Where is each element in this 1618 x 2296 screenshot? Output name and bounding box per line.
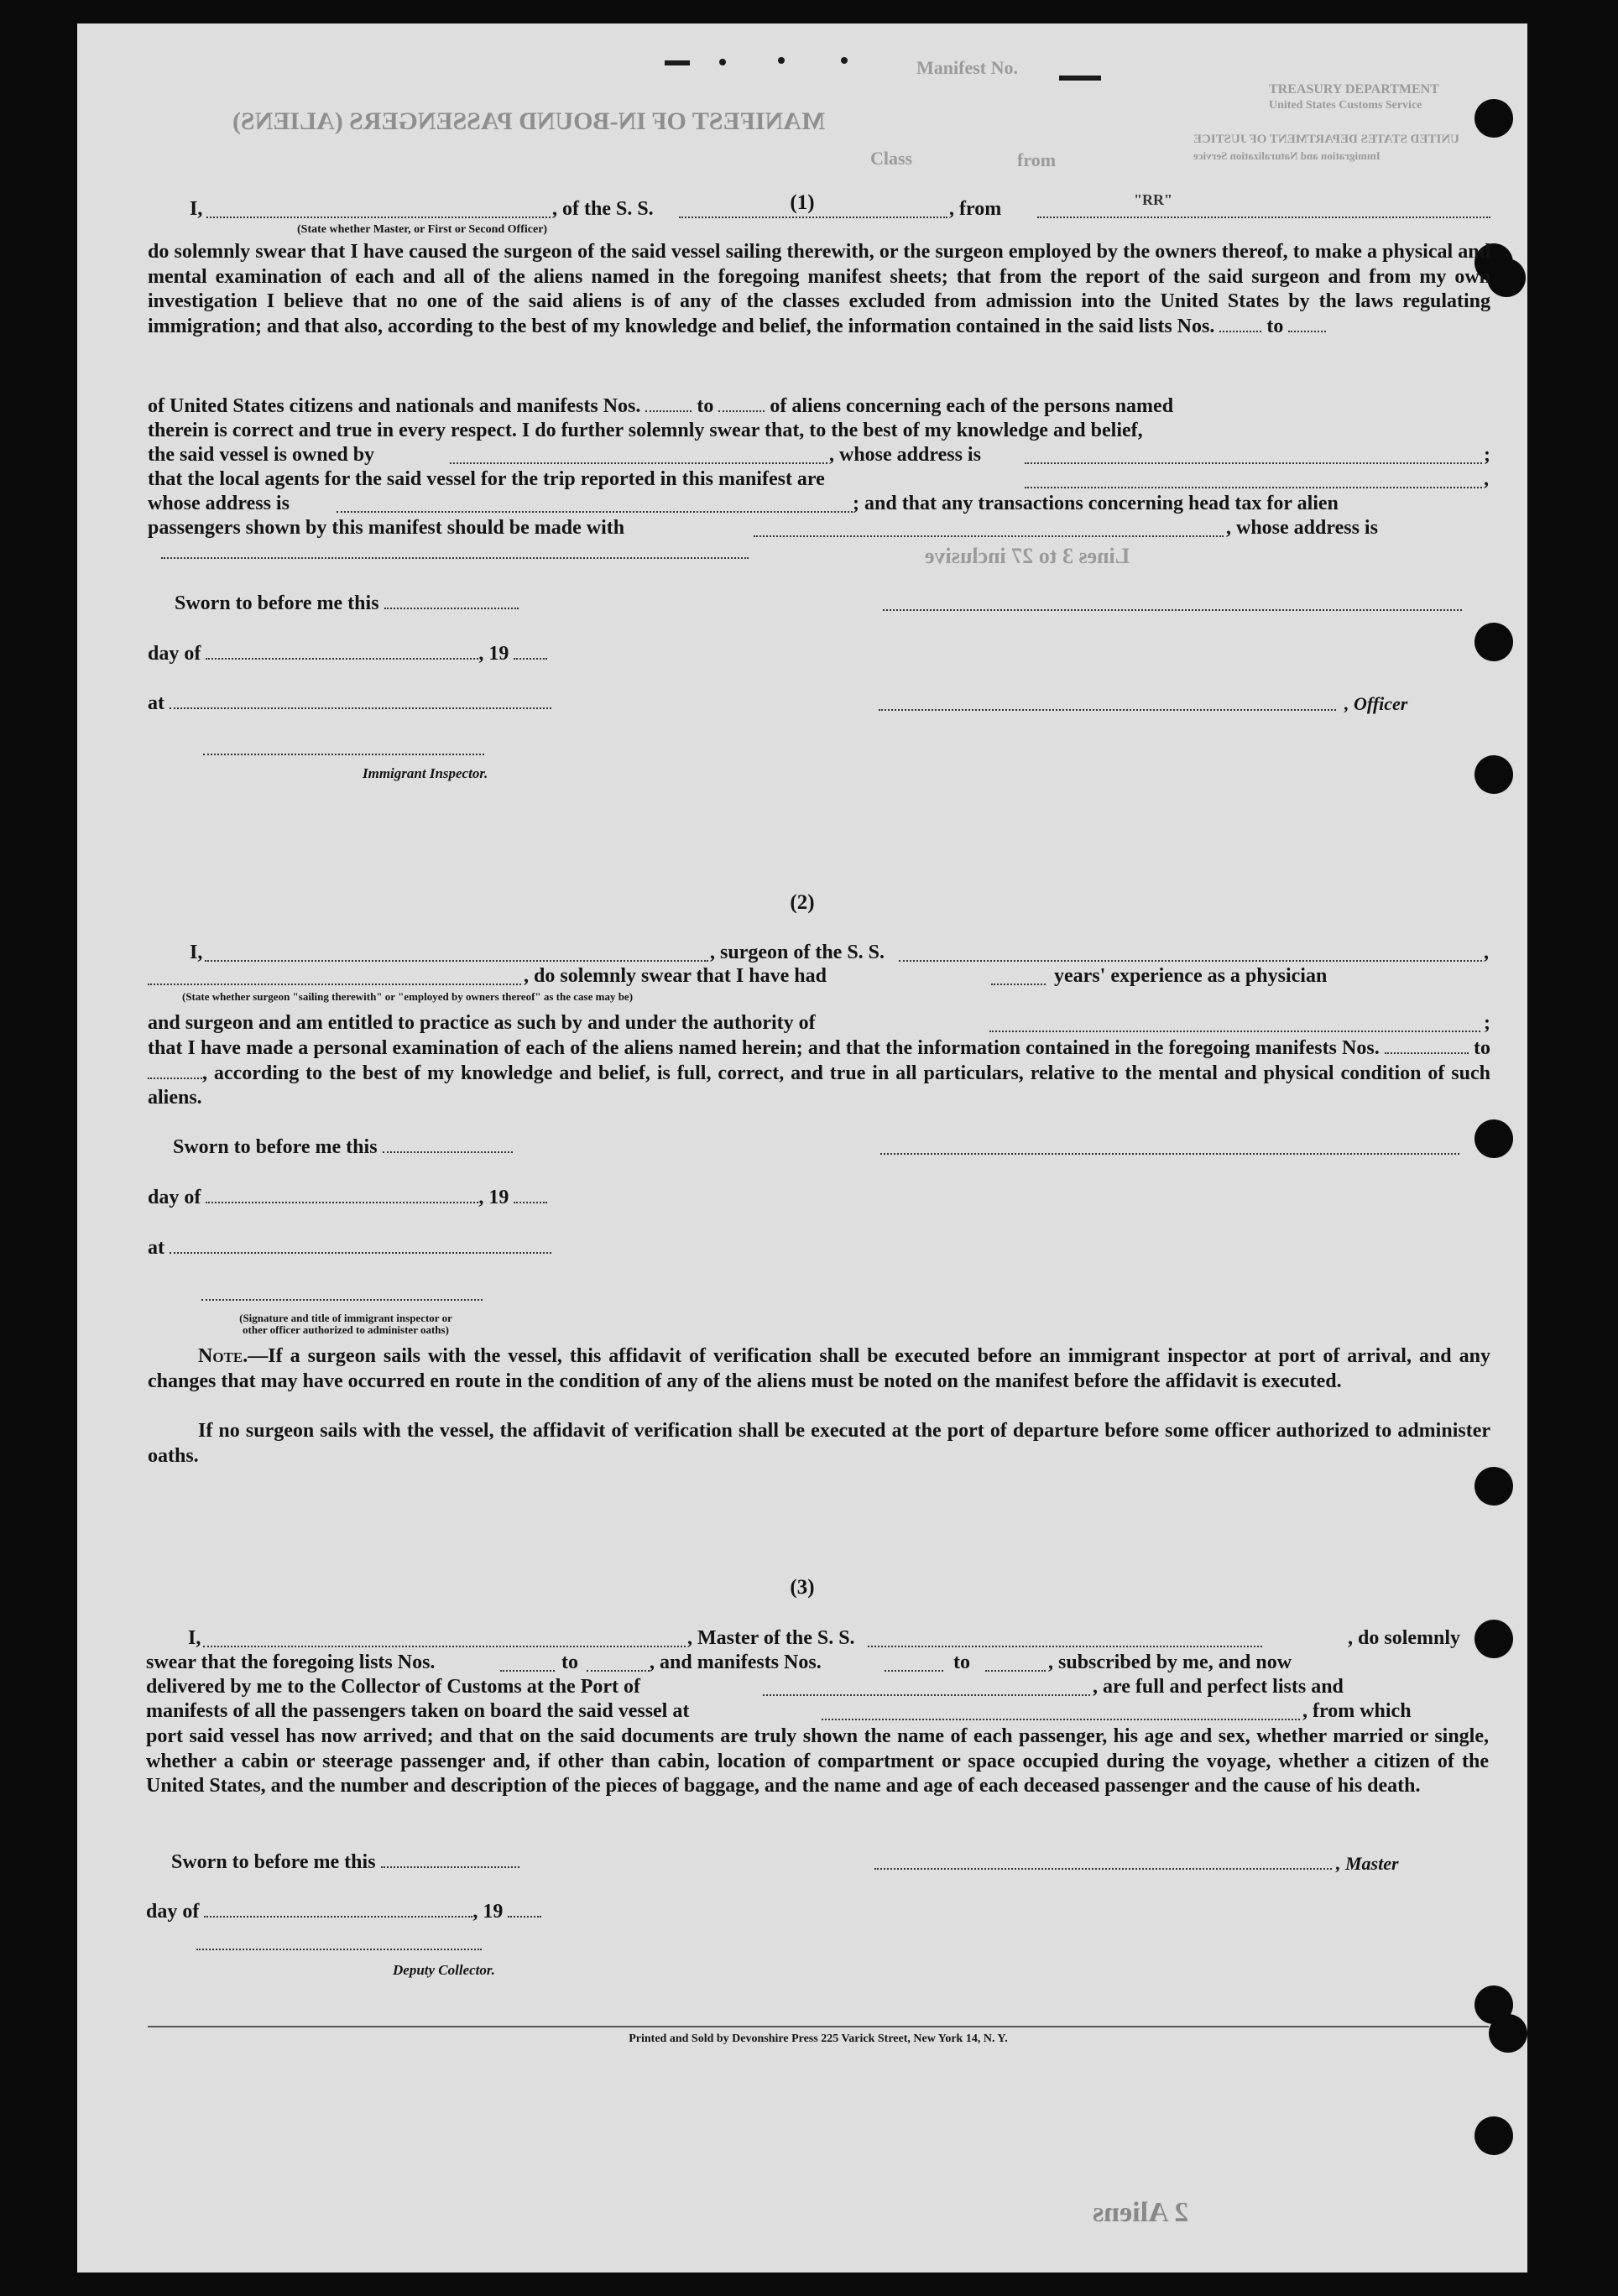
label-sworn: Sworn to before me this [175,592,379,614]
section-3-sworn [171,1851,1514,1874]
agents-address-field[interactable] [337,496,853,513]
faint-dept: TREASURY DEPARTMENT [1269,82,1439,97]
label-whose-address: whose address is [148,493,290,514]
label-19: , 19 [478,643,509,665]
year-field[interactable] [514,1187,547,1203]
label-citizens: of United States citizens and nationals and manifests Nos. [148,395,641,417]
manifests-from-field[interactable] [885,1655,943,1672]
punch-hole [1487,258,1526,297]
manifests-to-field[interactable] [718,395,765,412]
authority-field[interactable] [989,1015,1480,1032]
note-label: Note. [198,1345,248,1367]
section-1-line-correct [148,420,1490,442]
lists-to-field[interactable] [1288,316,1326,332]
surgeon-signature-line[interactable] [880,1153,1459,1155]
label-surgeon-of: , surgeon of the S. S. [710,942,885,963]
surgeon-vessel-field[interactable] [899,945,1482,962]
at-place-field[interactable] [170,692,551,709]
label-to: to [953,1652,970,1673]
label-officer: , Officer [1344,693,1408,714]
label-to: to [1266,315,1284,337]
section-2-body [148,1036,1490,1111]
label-delivered: delivered by me to the Collector of Customs at the Port of [146,1676,640,1698]
section-3-number: (3) [790,1576,815,1599]
label-i: I, [190,942,203,963]
section-2-note2 [148,1419,1490,1469]
faint-justice-sub: Immigration and Naturalization Service [1193,149,1381,162]
day-field[interactable] [206,643,478,660]
label-19: , 19 [472,1901,504,1923]
surgeon-manifests-to-field[interactable] [148,1062,202,1079]
manifests-to-field[interactable] [985,1655,1046,1672]
label-entitled: and surgeon and am entitled to practice as such by and under the authority of [148,1012,816,1034]
label-of-ss: , of the S. S. [552,198,654,220]
section-2-sworn [173,1136,1516,1159]
label-master: , Master [1336,1853,1399,1874]
master-vessel-field[interactable] [868,1631,1262,1647]
label-sworn: Sworn to before me this [171,1851,376,1873]
punch-hole [1474,1620,1513,1658]
owner-address-field[interactable] [1025,447,1482,464]
label-agents: that the local agents for the said vessel for the trip reported in this manifest are [148,468,825,490]
note2-text: If no surgeon sails with the vessel, the affidavit of verification shall be executed at the port of departure before some officer authorized to administer oaths. [148,1420,1490,1467]
faint-manifest-no: Manifest No. [916,57,1018,78]
section-2-at [148,1237,1490,1260]
punch-hole [1474,2116,1513,2155]
punch-hole [1474,755,1513,794]
label-to: to [1474,1037,1491,1059]
signature-line[interactable] [883,609,1462,611]
surgeon-name-field[interactable] [205,945,708,962]
ink-mark [665,60,690,65]
inspector-signature-line[interactable] [203,754,484,755]
ink-mark [1059,76,1101,81]
printer-imprint: Printed and Sold by Devonshire Press 225 Varick Street, New York 14, N. Y. [629,2032,1008,2045]
section-2-caption: (State whether surgeon "sailing therewith" or "employed by owners thereof" as the case may be) [182,990,634,1003]
section-2-number: (2) [790,891,815,914]
punct: ; [1484,1012,1490,1034]
faint-justice: UNITED STATES DEPARTMENT OF JUSTICE [1193,133,1460,146]
section-2-day [148,1187,1490,1209]
section-3-day [146,1901,1489,1923]
label-from: , from [949,198,1002,220]
label-swear-lists: swear that the foregoing lists Nos. [146,1652,436,1673]
from-port-handwriting: "RR" [1134,191,1172,208]
officer-rank-field[interactable] [206,201,551,218]
label-manifests-nos: , and manifests Nos. [650,1652,822,1673]
label-aliens-concerning: of aliens concerning each of the persons named [770,395,1174,417]
punch-hole [1489,2014,1527,2053]
section-1-body-text: do solemnly swear that I have caused the surgeon of the said vessel sailing therewith, or the surgeon employed by the owners thereof, to make a physical and mental examination of each and all of the aliens named in the foregoing manifest sheets; that from the report of the said surgeon and from my own investigation I believe that no one of the said aliens is of any of the classes excluded from admission into the United States by the laws regulating immigration; and that also, according to the best of my knowledge and belief, the information contained in the said lists Nos. [148,241,1490,337]
label-day-of: day of [146,1901,200,1923]
label-i: I, [190,198,203,220]
sig-caption-2: other officer authorized to administer oaths) [243,1323,449,1336]
section-3-body [146,1725,1489,1799]
faint-overlay-text: Lines 3 to 27 inclusive [925,544,1130,568]
vessel-name-field[interactable] [679,201,947,218]
note-text: —If a surgeon sails with the vessel, this affidavit of verification shall be executed before an immigrant inspector at port of arrival, and any changes that may have occurred en route in the condition of any of the aliens must be noted on the manifest before the affidavit is executed. [148,1345,1490,1392]
label-from-which: , from which [1302,1700,1412,1722]
label-correct: therein is correct and true in every respect. I do further solemnly swear that, to the best of my knowledge and belief, [148,420,1143,441]
embark-port-field[interactable] [822,1704,1300,1720]
lists-from-field[interactable] [1219,316,1261,332]
manifests-from-field[interactable] [645,395,692,412]
label-master-of: , Master of the S. S. [687,1627,855,1649]
punch-hole [1474,99,1513,138]
label-at: at [148,692,164,714]
faint-from: from [1017,149,1057,170]
from-port-field[interactable] [1037,201,1490,218]
section-1-day [148,643,1490,665]
section-1-at [148,692,1490,715]
label-swear-had: , do solemnly swear that I have had [524,965,827,987]
label-full-perfect: , are full and perfect lists and [1093,1676,1344,1698]
day-field[interactable] [206,1187,478,1203]
master-name-field[interactable] [203,1631,686,1647]
master-signature-line[interactable] [874,1868,1332,1870]
punct: , [1484,468,1489,490]
agents-field[interactable] [1025,472,1482,488]
label-i: I, [188,1627,201,1649]
label-owned-by: the said vessel is owned by [148,444,375,466]
section-1-body [148,240,1490,339]
ink-mark [778,57,785,64]
label-deputy-collector: Deputy Collector. [393,1962,495,1978]
label-manifests-all: manifests of all the passengers taken on board the said vessel at [146,1700,690,1722]
punct: , [1484,942,1489,963]
label-sworn: Sworn to before me this [173,1136,378,1158]
label-day-of: day of [148,1187,201,1208]
faint-class: Class [870,148,913,169]
lists-from-field[interactable] [500,1655,555,1672]
port-field[interactable] [763,1679,1090,1696]
label-to: to [561,1652,578,1673]
year-field[interactable] [514,643,547,660]
label-to: to [697,395,714,417]
label-immigrant-inspector: Immigrant Inspector. [363,765,488,781]
day-field[interactable] [204,1901,472,1918]
ink-mark [719,59,726,65]
section-1-sworn [175,592,1517,615]
label-years-experience: years' experience as a physician [1054,965,1328,987]
faint-mirror-text: 2 Aliens [1093,2197,1189,2228]
label-passengers: passengers shown by this manifest should be made with [148,517,625,539]
label-19: , 19 [478,1187,509,1208]
section-1-line-manifests [148,395,1490,418]
label-day-of: day of [148,643,201,665]
section-2-body-text: that I have made a personal examination of each of the aliens named herein; and that the information contained in the foregoing manifests Nos. [148,1037,1380,1059]
label-do-solemnly: , do solemnly [1348,1627,1461,1649]
section-1-caption: (State whether Master, or First or Second Officer) [297,223,548,236]
ink-mark [841,57,848,64]
faint-title: MANIFEST OF IN-BOUND PASSENGERS (ALIENS) [232,107,826,135]
label-whose-address: , whose address is [829,444,981,466]
officer-signature-line[interactable] [879,709,1336,711]
deputy-signature-line[interactable] [196,1949,482,1950]
label-whose-address: , whose address is [1226,517,1378,539]
punct: ; [1484,444,1490,466]
sworn-date-field[interactable] [383,1136,513,1153]
label-subscribed: , subscribed by me, and now [1048,1652,1292,1673]
surgeon-manifests-from-field[interactable] [1385,1037,1469,1054]
section-2-note [148,1344,1490,1394]
footer-rule [148,2026,1489,2027]
section-2-body-end: , according to the best of my knowledge and belief, is full, correct, and true in all particulars, relative to the mental and physical condition of such aliens. [148,1062,1490,1109]
head-tax-contact-field[interactable] [754,520,1224,537]
years-field[interactable] [991,968,1046,985]
label-transactions: ; and that any transactions concerning head tax for alien [853,493,1339,514]
sworn-date-field[interactable] [381,1851,519,1868]
manifest-page [77,23,1527,2273]
label-at: at [148,1237,164,1259]
punch-hole [1474,1467,1513,1505]
lists-to-field[interactable] [587,1655,650,1672]
section-3-body-text: port said vessel has now arrived; and that on the said documents are truly shown the name of each passenger, his age and sex, whether married or single, whether a cabin or steerage passenger and, if other than cabin, location of compartment or space occupied during the voyage, whether a citizen of the United States, and the number and description of the pieces of baggage, and the name and age of each deceased passenger and the cause of his death. [146,1725,1489,1797]
inspector-signature-line[interactable] [201,1299,483,1301]
owner-field[interactable] [450,447,827,464]
surgeon-type-field[interactable] [148,968,521,985]
at-place-field[interactable] [170,1237,551,1254]
section-1-number: (1) [790,191,815,214]
sig-caption-1: (Signature and title of immigrant inspector or [239,1312,452,1324]
sworn-date-field[interactable] [384,592,519,609]
faint-dept-sub: United States Customs Service [1269,99,1422,112]
year-field[interactable] [508,1901,541,1918]
head-tax-address-field[interactable] [161,557,749,559]
